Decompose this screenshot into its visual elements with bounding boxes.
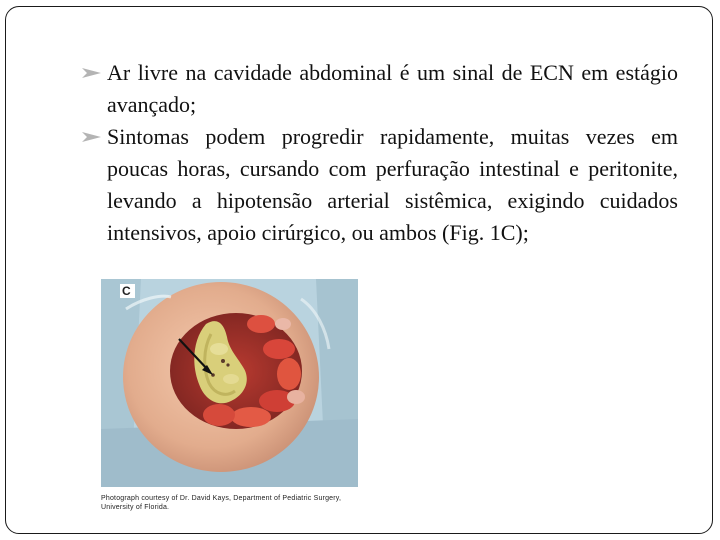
photo-credit-line: University of Florida.: [101, 504, 170, 511]
bullet-text: Sintomas podem progredir rapidamente, muitas vezes em poucas horas, cursando com perfuração intestinal e peritonite, levando a hipotensão arterial sistêmica, exigindo cuidados intensivos, apoio cirúrgico, ou ambos (Fig. 1C);: [107, 124, 678, 245]
photo-credit: [101, 494, 371, 512]
photo-credit-line: Photograph courtesy of Dr. David Kays, Department of Pediatric Surgery,: [101, 495, 342, 502]
bullet-item: [78, 121, 678, 249]
arrow-bullet-icon: [82, 57, 104, 89]
bullet-item: [78, 57, 678, 121]
panel-label: C: [120, 284, 135, 298]
arrow-bullet-icon: [82, 121, 104, 153]
surgical-photo: [101, 279, 358, 487]
bullet-text: Ar livre na cavidade abdominal é um sinal de ECN em estágio avançado;: [107, 60, 678, 117]
bullet-list: [78, 57, 678, 249]
